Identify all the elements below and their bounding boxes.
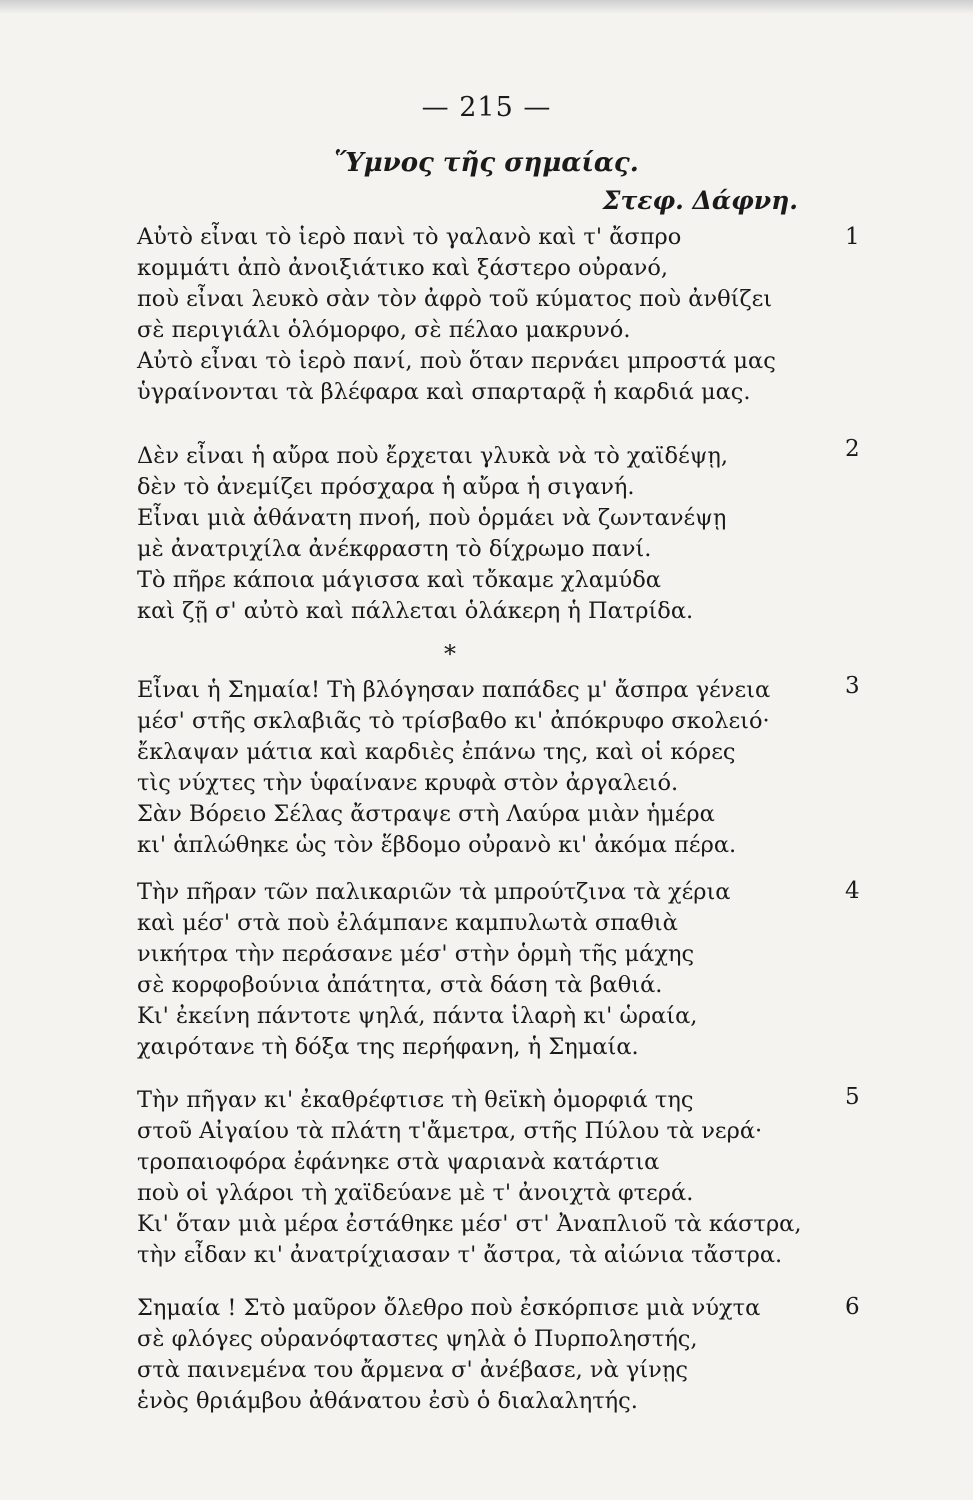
verse-line: μέσ' στῆς σκλαβιᾶς τὸ τρίσβαθο κι' ἀπόκρυφο σκολειό· — [137, 708, 770, 734]
stanza-1 — [137, 222, 837, 408]
stanza-number: 2 — [845, 436, 860, 462]
verse-line: τὶς νύχτες τὴν ὑφαίνανε κρυφὰ στὸν ἀργαλειό. — [137, 770, 679, 796]
verse-line: Τὴν πῆγαν κι' ἐκαθρέφτισε τὴ θεϊκὴ ὀμορφιά της — [137, 1087, 694, 1113]
verse-line: Κι' ἐκείνη πάντοτε ψηλά, πάντα ἱλαρὴ κι' ὡραία, — [137, 1003, 698, 1029]
verse-line: σὲ περιγιάλι ὁλόμορφο, σὲ πέλαο μακρυνό. — [137, 317, 631, 343]
stanza-number: 3 — [845, 673, 860, 699]
verse-line: ποὺ οἱ γλάροι τὴ χαϊδεύανε μὲ τ' ἀνοιχτὰ φτερά. — [137, 1180, 694, 1206]
verse-line: Τὸ πῆρε κάποια μάγισσα καὶ τὄκαμε χλαμύδα — [137, 567, 661, 593]
verse-line: χαιρότανε τὴ δόξα της περήφανη, ἡ Σημαία. — [137, 1034, 639, 1060]
stanza-2 — [137, 441, 837, 627]
stanza-6 — [137, 1293, 837, 1417]
verse-line: σὲ φλόγες οὐρανόφταστες ψηλὰ ὁ Πυρποληστής, — [137, 1326, 698, 1352]
verse-line: στὰ παινεμένα του ἄρμενα σ' ἀνέβασε, νὰ γίνῃς — [137, 1357, 688, 1383]
verse-line: κομμάτι ἀπὸ ἀνοιξιάτικο καὶ ξάστερο οὐρανό, — [137, 255, 669, 281]
verse-line: Δὲν εἶναι ἡ αὔρα ποὺ ἔρχεται γλυκὰ νὰ τὸ χαϊδέψῃ, — [137, 443, 729, 469]
verse-line: Τὴν πῆραν τῶν παλικαριῶν τὰ μπρούτζινα τὰ χέρια — [137, 879, 731, 905]
verse-line: τὴν εἶδαν κι' ἀνατρίχιασαν τ' ἄστρα, τὰ αἰώνια τἄστρα. — [137, 1242, 783, 1268]
verse-line: Σημαία ! Στὸ μαῦρον ὄλεθρο ποὺ ἐσκόρπισε μιὰ νύχτα — [137, 1295, 761, 1321]
verse-line: δὲν τὸ ἀνεμίζει πρόσχαρα ἡ αὔρα ἡ σιγανή. — [137, 474, 635, 500]
page-number: — 215 — — [421, 92, 552, 123]
verse-line: τροπαιοφόρα ἐφάνηκε στὰ ψαριανὰ κατάρτια — [137, 1149, 660, 1175]
verse-line: νικήτρα τὴν περάσανε μέσ' στὴν ὁρμὴ τῆς μάχης — [137, 941, 695, 967]
verse-line: Εἶναι ἡ Σημαία! Τὴ βλόγησαν παπάδες μ' ἄσπρα γένεια — [137, 677, 771, 703]
verse-line: σὲ κορφοβούνια ἀπάτητα, στὰ δάση τὰ βαθιά. — [137, 972, 663, 998]
verse-line: ἑνὸς θριάμβου ἀθάνατου ἐσὺ ὁ διαλαλητής. — [137, 1388, 638, 1414]
verse-line: Αὐτὸ εἶναι τὸ ἱερὸ πανὶ τὸ γαλανὸ καὶ τ' ἄσπρο — [137, 224, 682, 250]
verse-line: Αὐτὸ εἶναι τὸ ἱερὸ πανί, ποὺ ὅταν περνάει μπροστά μας — [137, 348, 776, 374]
stanza-number: 5 — [845, 1084, 860, 1110]
stanza-number: 6 — [845, 1294, 860, 1320]
section-separator: * — [444, 640, 456, 668]
verse-line: στοῦ Αἰγαίου τὰ πλάτη τ'ἄμετρα, στῆς Πύλου τὰ νερά· — [137, 1118, 763, 1144]
stanza-5 — [137, 1085, 837, 1271]
verse-line: Εἶναι μιὰ ἀθάνατη πνοή, ποὺ ὁρμάει νὰ ζωντανέψῃ — [137, 505, 727, 531]
verse-line: μὲ ἀνατριχίλα ἀνέκφραστη τὸ δίχρωμο πανί. — [137, 536, 652, 562]
verse-line: καὶ μέσ' στὰ ποὺ ἐλάμπανε καμπυλωτὰ σπαθιὰ — [137, 910, 678, 936]
poem-title: Ὕμνος τῆς σημαίας. — [334, 148, 639, 178]
page-top-edge — [0, 0, 973, 14]
verse-line: κι' ἁπλώθηκε ὡς τὸν ἕβδομο οὐρανὸ κι' ἀκόμα πέρα. — [137, 832, 737, 858]
verse-line: ποὺ εἶναι λευκὸ σὰν τὸν ἀφρὸ τοῦ κύματος ποὺ ἀνθίζει — [137, 286, 773, 312]
stanza-4 — [137, 877, 837, 1063]
verse-line: ἔκλαψαν μάτια καὶ καρδιὲς ἐπάνω της, καὶ οἱ κόρες — [137, 739, 736, 765]
verse-line: Κι' ὅταν μιὰ μέρα ἐστάθηκε μέσ' στ' Ἀναπλιοῦ τὰ κάστρα, — [137, 1211, 802, 1237]
verse-line: ὑγραίνονται τὰ βλέφαρα καὶ σπαρταρᾷ ἡ καρδιά μας. — [137, 379, 751, 405]
poem-author: Στεφ. Δάφνη. — [602, 186, 798, 215]
stanza-number: 4 — [845, 878, 860, 904]
verse-line: καὶ ζῇ σ' αὐτὸ καὶ πάλλεται ὁλάκερη ἡ Πατρίδα. — [137, 598, 694, 624]
stanza-3 — [137, 675, 837, 861]
verse-line: Σὰν Βόρειο Σέλας ἄστραψε στὴ Λαύρα μιὰν ἡμέρα — [137, 801, 715, 827]
stanza-number: 1 — [845, 224, 860, 250]
